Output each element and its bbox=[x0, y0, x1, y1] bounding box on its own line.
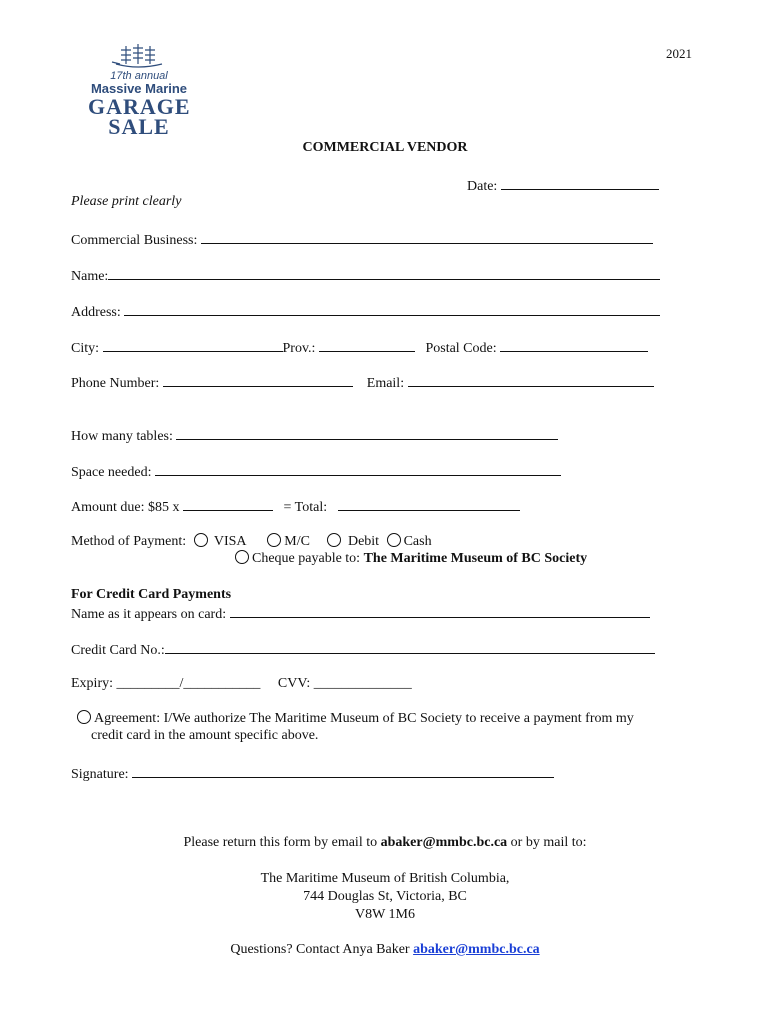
cardholder-field[interactable] bbox=[230, 604, 650, 618]
name-row bbox=[71, 266, 660, 285]
business-label: Commercial Business: bbox=[71, 233, 198, 248]
museum-street: 744 Douglas St, Victoria, BC bbox=[303, 889, 467, 904]
phone-label: Phone Number: bbox=[71, 376, 160, 391]
event-logo bbox=[88, 42, 190, 138]
space-label: Space needed: bbox=[71, 465, 152, 480]
museum-name: The Maritime Museum of British Columbia, bbox=[260, 871, 510, 886]
quantity-field[interactable] bbox=[183, 497, 273, 511]
questions-prefix: Questions? Contact Anya Baker bbox=[230, 942, 410, 957]
museum-postal: V8W 1M6 bbox=[354, 907, 416, 922]
credit-card-heading: For Credit Card Payments bbox=[71, 587, 232, 602]
postal-code-field[interactable] bbox=[500, 338, 648, 352]
card-number-field[interactable] bbox=[165, 640, 655, 654]
expiry-field[interactable]: Expiry: _________/___________ bbox=[71, 676, 261, 691]
phone-field[interactable] bbox=[163, 373, 353, 387]
logo-annual: 17th annual bbox=[110, 70, 168, 82]
city-row bbox=[71, 338, 648, 357]
agreement-radio[interactable] bbox=[77, 710, 91, 724]
cheque-row bbox=[235, 550, 587, 567]
business-field[interactable] bbox=[201, 230, 653, 244]
return-email[interactable]: abaker@mmbc.bc.ca bbox=[380, 835, 508, 850]
prov-field[interactable] bbox=[319, 338, 415, 352]
cheque-label: Cheque payable to: bbox=[252, 551, 361, 566]
contact-email-link[interactable]: abaker@mmbc.bc.ca bbox=[413, 942, 540, 957]
logo-massive-marine: Massive Marine bbox=[90, 81, 188, 96]
prov-label: Prov.: bbox=[282, 341, 316, 356]
space-row bbox=[71, 462, 561, 481]
agreement-text-1: Agreement: I/We authorize The Maritime Museum of BC Society to receive a payment from my bbox=[94, 711, 634, 726]
return-prefix: Please return this form by email to bbox=[183, 835, 378, 850]
tables-field[interactable] bbox=[176, 426, 558, 440]
city-label: City: bbox=[71, 341, 100, 356]
total-field[interactable] bbox=[338, 497, 520, 511]
cash-radio[interactable] bbox=[387, 533, 401, 547]
amount-row bbox=[71, 497, 520, 516]
expiry-row bbox=[71, 676, 412, 692]
name-field[interactable] bbox=[108, 266, 660, 280]
space-field[interactable] bbox=[155, 462, 561, 476]
date-label: Date: bbox=[467, 179, 498, 194]
cvv-field[interactable]: CVV: ______________ bbox=[277, 676, 412, 691]
date-row bbox=[467, 176, 659, 195]
business-row bbox=[71, 230, 653, 249]
city-field[interactable] bbox=[103, 338, 283, 352]
agreement-text-2: credit card in the amount specific above. bbox=[91, 728, 319, 743]
address-row bbox=[71, 302, 660, 321]
print-instruction: Please print clearly bbox=[71, 194, 182, 209]
signature-field[interactable] bbox=[132, 764, 554, 778]
page-title: COMMERCIAL VENDOR bbox=[302, 140, 468, 155]
cash-label: Cash bbox=[403, 534, 432, 549]
total-label: = Total: bbox=[283, 500, 328, 515]
ship-icon bbox=[88, 42, 190, 72]
cheque-radio[interactable] bbox=[235, 550, 249, 564]
phone-row bbox=[71, 373, 654, 392]
agreement-row bbox=[77, 710, 634, 727]
mc-label: M/C bbox=[284, 534, 310, 549]
logo-garage: GARAGE bbox=[88, 94, 191, 119]
questions-contact bbox=[0, 942, 770, 958]
payment-label: Method of Payment: bbox=[71, 534, 187, 549]
tables-label: How many tables: bbox=[71, 429, 173, 444]
address-field[interactable] bbox=[124, 302, 660, 316]
debit-label: Debit bbox=[347, 534, 380, 549]
cardholder-label: Name as it appears on card: bbox=[71, 607, 227, 622]
name-label: Name: bbox=[71, 269, 109, 284]
tables-row bbox=[71, 426, 558, 445]
signature-label: Signature: bbox=[71, 767, 129, 782]
postal-code-label: Postal Code: bbox=[425, 341, 497, 356]
cheque-payee: The Maritime Museum of BC Society bbox=[363, 551, 588, 566]
email-field[interactable] bbox=[408, 373, 654, 387]
mc-radio[interactable] bbox=[267, 533, 281, 547]
return-instructions bbox=[0, 835, 770, 851]
amount-label: Amount due: $85 x bbox=[71, 500, 180, 515]
card-number-row bbox=[71, 640, 655, 659]
debit-radio[interactable] bbox=[327, 533, 341, 547]
logo-sale: SALE bbox=[108, 114, 170, 139]
return-suffix: or by mail to: bbox=[510, 835, 587, 850]
year: 2021 bbox=[666, 46, 692, 61]
visa-label: VISA bbox=[213, 534, 246, 549]
cardholder-row bbox=[71, 604, 650, 623]
card-number-label: Credit Card No.: bbox=[71, 643, 165, 658]
signature-row bbox=[71, 764, 554, 783]
email-label: Email: bbox=[366, 376, 405, 391]
visa-radio[interactable] bbox=[194, 533, 208, 547]
payment-row bbox=[71, 533, 432, 550]
date-field[interactable] bbox=[501, 176, 659, 190]
address-label: Address: bbox=[71, 305, 121, 320]
